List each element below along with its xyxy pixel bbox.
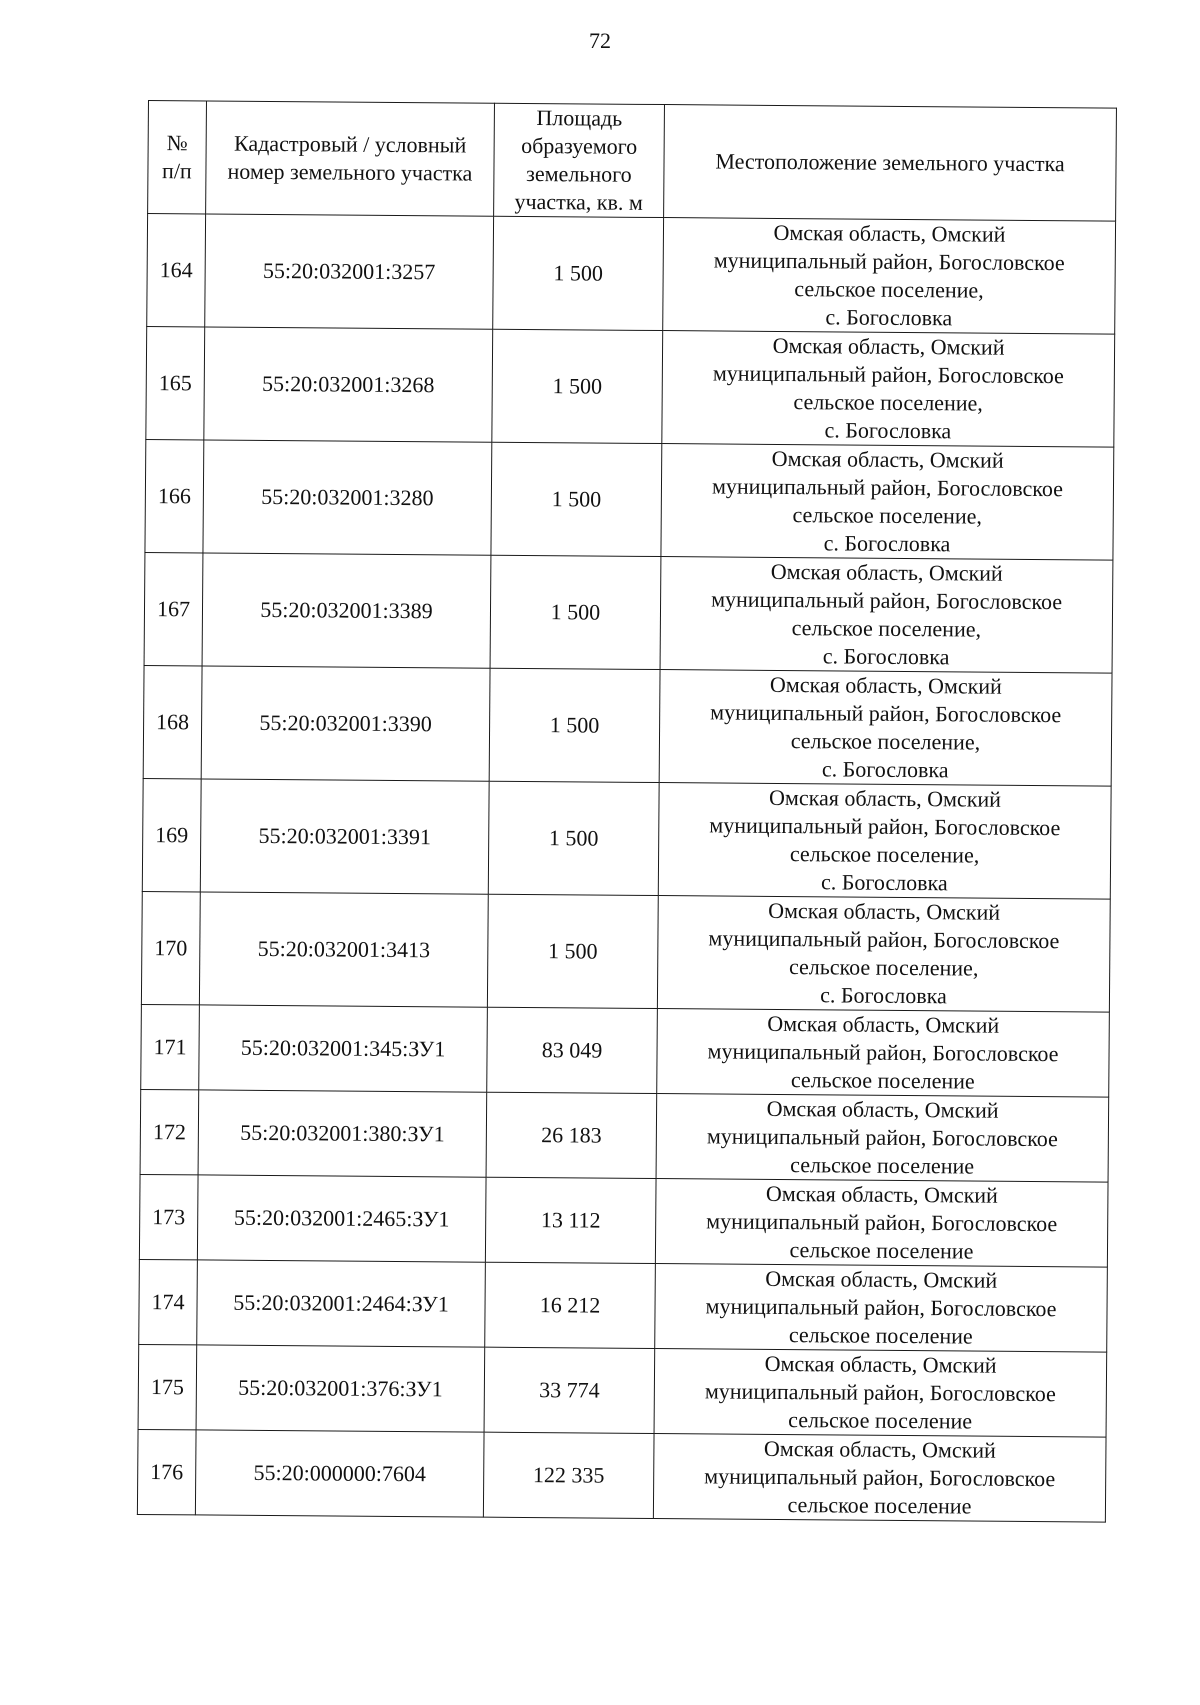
header-cadastral: Кадастровый / условный номер земельного участка — [206, 101, 495, 216]
area-cell: 16 212 — [485, 1262, 656, 1348]
header-area: Площадь образуемого земельного участка, кв. м — [494, 103, 665, 217]
table-row — [147, 214, 1116, 335]
cadastral-number-cell: 55:20:032001:345:ЗУ1 — [199, 1005, 488, 1092]
row-number-cell: 174 — [139, 1259, 198, 1344]
table-row — [145, 439, 1114, 560]
cadastral-number-cell: 55:20:032001:3390 — [201, 666, 490, 781]
row-number-cell: 166 — [145, 439, 204, 552]
table-row — [141, 891, 1110, 1012]
area-cell: 1 500 — [492, 329, 663, 443]
table-row — [141, 1004, 1110, 1097]
area-cell: 1 500 — [487, 894, 658, 1008]
location-cell: Омская область, Омский муниципальный район, Богословское сельское поселение — [657, 1009, 1110, 1098]
location-cell: Омская область, Омский муниципальный район, Богословское сельское поселение, с. Богословка — [657, 896, 1110, 1013]
table-row — [140, 1089, 1109, 1182]
location-cell: Омская область, Омский муниципальный район, Богословское сельское поселение, с. Богословка — [663, 218, 1116, 335]
page-number: 72 — [589, 28, 611, 53]
table-row — [139, 1174, 1108, 1267]
area-cell: 83 049 — [487, 1007, 658, 1093]
row-number-cell: 169 — [142, 778, 201, 891]
table-body — [137, 214, 1115, 1523]
row-number-cell: 167 — [144, 552, 203, 665]
location-cell: Омская область, Омский муниципальный район, Богословское сельское поселение, с. Богословка — [659, 670, 1112, 787]
cadastral-number-cell: 55:20:032001:3391 — [200, 779, 489, 894]
table-row — [143, 665, 1112, 786]
area-cell: 26 183 — [486, 1092, 657, 1178]
cadastral-number-cell: 55:20:032001:3413 — [199, 892, 488, 1007]
location-cell: Омская область, Омский муниципальный район, Богословское сельское поселение, с. Богословка — [661, 444, 1114, 561]
table-row — [146, 326, 1115, 447]
cadastral-number-cell: 55:20:032001:376:ЗУ1 — [196, 1345, 485, 1432]
location-cell: Омская область, Омский муниципальный район, Богословское сельское поселение — [654, 1349, 1107, 1438]
land-plots-table — [137, 100, 1117, 1523]
area-cell: 122 335 — [483, 1432, 654, 1518]
table-row — [144, 552, 1113, 673]
row-number-cell: 172 — [140, 1089, 199, 1174]
row-number-cell: 175 — [138, 1344, 197, 1429]
header-location: Местоположение земельного участка — [664, 105, 1117, 222]
area-cell: 33 774 — [484, 1347, 655, 1433]
location-cell: Омская область, Омский муниципальный район, Богословское сельское поселение, с. Богословка — [658, 783, 1111, 900]
location-cell: Омская область, Омский муниципальный район, Богословское сельское поселение — [656, 1094, 1109, 1183]
table-row — [138, 1344, 1107, 1437]
location-cell: Омская область, Омский муниципальный район, Богословское сельское поселение — [653, 1434, 1106, 1523]
row-number-cell: 164 — [147, 214, 206, 327]
cadastral-number-cell: 55:20:032001:3257 — [205, 214, 494, 329]
cadastral-number-cell: 55:20:032001:3280 — [203, 440, 492, 555]
table-header-row — [148, 101, 1117, 222]
table-row — [137, 1429, 1106, 1522]
cadastral-number-cell: 55:20:032001:2465:ЗУ1 — [197, 1175, 486, 1262]
location-cell: Омская область, Омский муниципальный район, Богословское сельское поселение — [655, 1264, 1108, 1353]
area-cell: 13 112 — [485, 1177, 656, 1263]
location-cell: Омская область, Омский муниципальный район, Богословское сельское поселение, с. Богословка — [660, 557, 1113, 674]
cadastral-number-cell: 55:20:032001:2464:ЗУ1 — [197, 1260, 486, 1347]
header-num: № п/п — [148, 101, 207, 214]
row-number-cell: 165 — [146, 326, 205, 439]
table-row — [142, 778, 1111, 899]
cadastral-number-cell: 55:20:032001:380:ЗУ1 — [198, 1090, 487, 1177]
area-cell: 1 500 — [488, 781, 659, 895]
row-number-cell: 171 — [141, 1004, 200, 1089]
cadastral-number-cell: 55:20:000000:7604 — [195, 1430, 484, 1517]
row-number-cell: 168 — [143, 665, 202, 778]
area-cell: 1 500 — [490, 555, 661, 669]
cadastral-number-cell: 55:20:032001:3268 — [204, 327, 493, 442]
area-cell: 1 500 — [493, 216, 664, 330]
table-row — [139, 1259, 1108, 1352]
location-cell: Омская область, Омский муниципальный район, Богословское сельское поселение, с. Богословка — [662, 331, 1115, 448]
area-cell: 1 500 — [491, 442, 662, 556]
row-number-cell: 176 — [137, 1429, 196, 1514]
location-cell: Омская область, Омский муниципальный район, Богословское сельское поселение — [655, 1179, 1108, 1268]
row-number-cell: 170 — [141, 891, 200, 1004]
area-cell: 1 500 — [489, 668, 660, 782]
cadastral-number-cell: 55:20:032001:3389 — [202, 553, 491, 668]
row-number-cell: 173 — [139, 1174, 198, 1259]
